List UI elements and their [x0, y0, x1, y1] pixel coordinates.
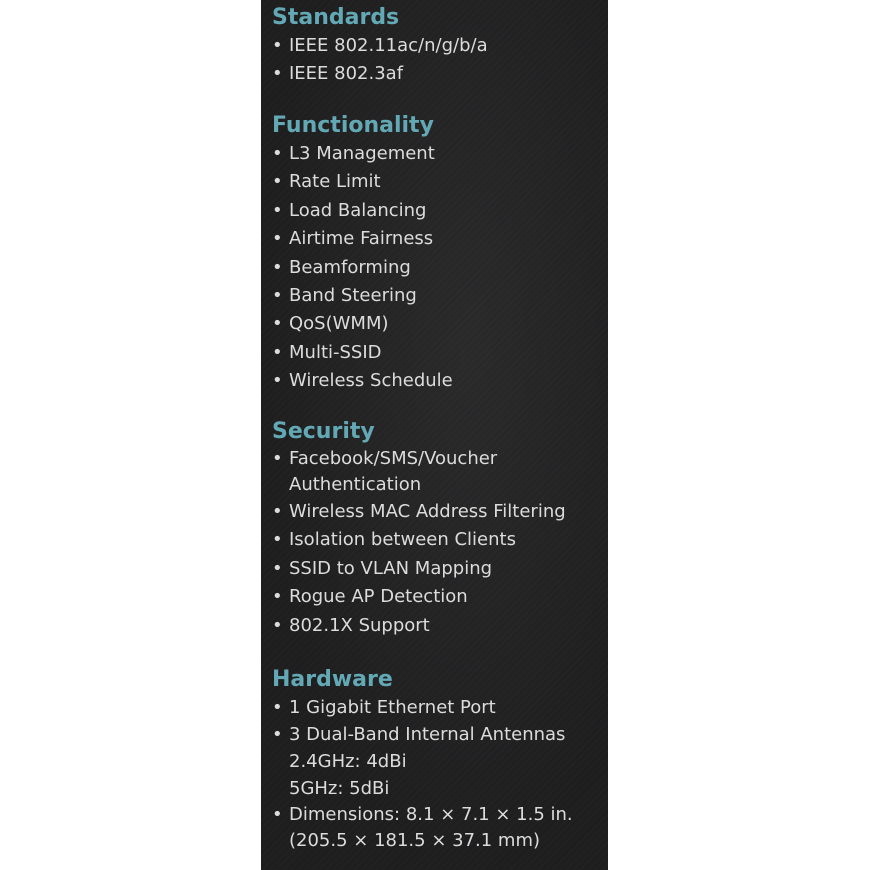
item-text: Isolation between Clients	[289, 529, 516, 551]
standards-heading: Standards	[272, 5, 400, 30]
security-list	[272, 446, 608, 640]
item-text: Dimensions: 8.1 × 7.1 × 1.5 in.	[289, 804, 573, 826]
item-text: Load Balancing	[289, 199, 427, 221]
bullet-icon: •	[272, 313, 283, 335]
functionality-list	[272, 140, 608, 396]
bullet-icon: •	[272, 341, 283, 363]
bullet-icon: •	[272, 199, 283, 221]
list-item	[272, 526, 608, 554]
bullet-icon: •	[272, 256, 283, 278]
item-text: Rogue AP Detection	[289, 586, 468, 608]
functionality-section	[272, 112, 608, 396]
item-text: Multi-SSID	[289, 341, 382, 363]
item-text: Rate Limit	[289, 171, 381, 193]
list-item	[272, 367, 608, 395]
bullet-icon: •	[272, 63, 283, 85]
bullet-icon: •	[272, 586, 283, 608]
list-item	[272, 140, 608, 168]
bullet-icon: •	[272, 370, 283, 392]
list-item	[272, 168, 608, 196]
list-item	[272, 612, 608, 640]
bullet-icon: •	[272, 448, 283, 469]
list-item	[272, 498, 608, 526]
bullet-icon: •	[272, 614, 283, 636]
list-item	[272, 32, 608, 60]
bullet-icon: •	[272, 228, 283, 250]
item-text: 2.4GHz: 4dBi	[289, 751, 407, 773]
bullet-icon: •	[272, 35, 283, 56]
list-item	[272, 60, 608, 88]
security-heading: Security	[272, 419, 375, 444]
item-text: IEEE 802.11ac/n/g/b/a	[289, 35, 488, 56]
list-item	[272, 446, 608, 498]
hardware-list	[272, 694, 608, 854]
list-item	[272, 555, 608, 583]
bullet-icon: •	[272, 171, 283, 193]
list-item	[272, 254, 608, 282]
bullet-icon: •	[272, 804, 283, 826]
list-item	[272, 197, 608, 225]
item-text: Facebook/SMS/Voucher	[289, 448, 498, 469]
item-text: SSID to VLAN Mapping	[289, 557, 493, 579]
list-item	[272, 339, 608, 367]
item-text: 5GHz: 5dBi	[289, 778, 390, 800]
bullet-icon: •	[272, 697, 283, 718]
list-item	[272, 310, 608, 338]
item-text: Band Steering	[289, 285, 417, 307]
bullet-icon: •	[272, 143, 283, 164]
item-text: L3 Management	[289, 143, 435, 164]
list-item	[272, 694, 608, 722]
standards-section	[272, 4, 608, 89]
item-text: 1 Gigabit Ethernet Port	[289, 697, 496, 718]
spec-panel	[261, 0, 608, 870]
list-item	[272, 583, 608, 611]
item-text: (205.5 × 181.5 × 37.1 mm)	[289, 830, 541, 852]
item-text: Beamforming	[289, 256, 411, 278]
bullet-icon: •	[272, 285, 283, 307]
item-text: Wireless MAC Address Filtering	[289, 501, 566, 522]
item-text: 3 Dual-Band Internal Antennas	[289, 724, 566, 746]
bullet-icon: •	[272, 724, 283, 746]
list-item	[272, 722, 608, 802]
item-text: IEEE 802.3af	[289, 63, 404, 85]
hardware-heading: Hardware	[272, 667, 393, 692]
item-text: QoS(WMM)	[289, 313, 389, 335]
bullet-icon: •	[272, 557, 283, 579]
list-item	[272, 225, 608, 253]
bullet-icon: •	[272, 501, 283, 522]
item-text: Airtime Fairness	[289, 228, 434, 250]
item-text: Wireless Schedule	[289, 370, 453, 392]
functionality-heading: Functionality	[272, 113, 434, 138]
item-text: Authentication	[289, 474, 422, 495]
item-text: 802.1X Support	[289, 614, 430, 636]
hardware-section	[272, 666, 608, 854]
security-section	[272, 418, 608, 640]
standards-list	[272, 32, 608, 89]
bullet-icon: •	[272, 529, 283, 551]
list-item	[272, 282, 608, 310]
list-item	[272, 802, 608, 854]
